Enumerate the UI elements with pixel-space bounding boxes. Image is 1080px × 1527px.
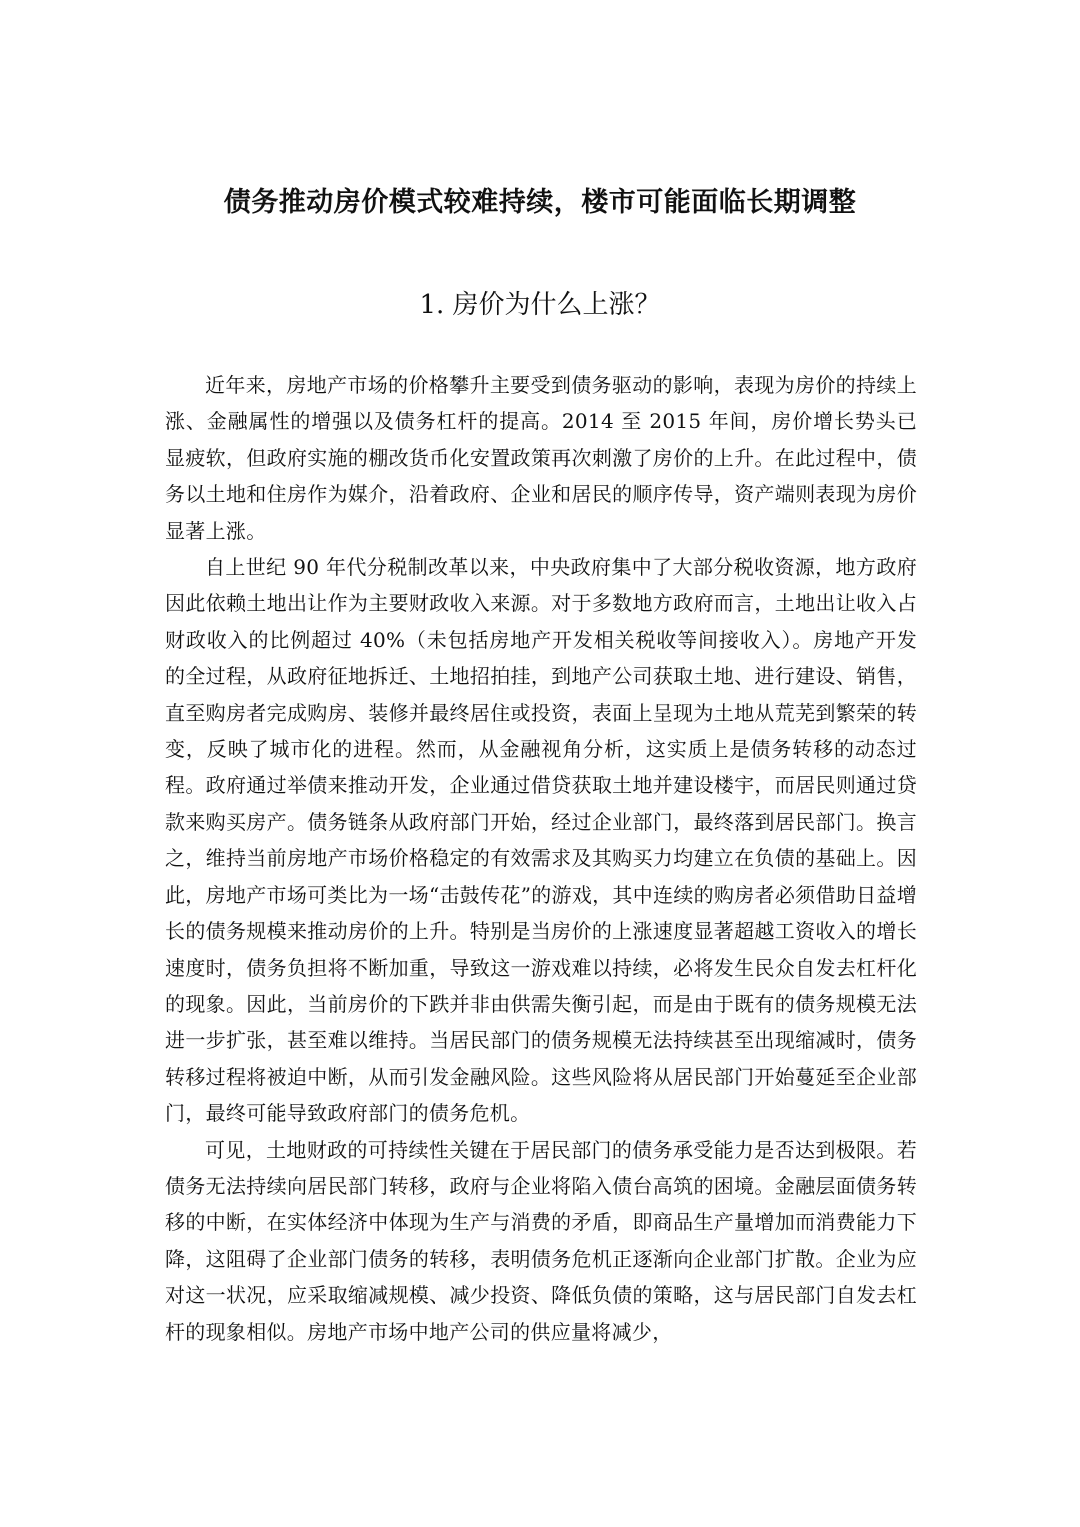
- document-body: [165, 367, 917, 1350]
- paragraph-1: 近年来，房地产市场的价格攀升主要受到债务驱动的影响，表现为房价的持续上涨、金融属性的增强以及债务杠杆的提高。2014 至 2015 年间，房价增长势头已显疲软，但政府实施的棚改货币化安置政策再次刺激了房价的上升。在此过程中，债务以土地和住房作为媒介，沿着政府、企业和居民的顺序传导，资产端则表现为房价显著上涨。: [165, 373, 917, 543]
- paragraph-3: 可见，土地财政的可持续性关键在于居民部门的债务承受能力是否达到极限。若债务无法持续向居民部门转移，政府与企业将陷入债台高筑的困境。金融层面债务转移的中断，在实体经济中体现为生产与消费的矛盾，即商品生产量增加而消费能力下降，这阻碍了企业部门债务的转移，表明债务危机正逐渐向企业部门扩散。企业为应对这一状况，应采取缩减规模、减少投资、降低负债的策略，这与居民部门自发去杠杆的现象相似。房地产市场中地产公司的供应量将减少，: [165, 1137, 917, 1344]
- document-title: 债务推动房价模式较难持续，楼市可能面临长期调整: [223, 187, 857, 218]
- paragraph-2: 自上世纪 90 年代分税制改革以来，中央政府集中了大部分税收资源，地方政府因此依赖土地出让作为主要财政收入来源。对于多数地方政府而言，土地出让收入占财政收入的比例超过 40%（未包括房地产开发相关税收等间接收入）。房地产开发的全过程，从政府征地拆迁、土地招拍挂，到地产公司获取土地、进行建设、销售，直至购房者完成购房、装修并最终居住或投资，表面上呈现为土地从荒芜到繁荣的转变，反映了城市化的进程。然而，从金融视角分析，这实质上是债务转移的动态过程。政府通过举债来推动开发，企业通过借贷获取土地并建设楼宇，而居民则通过贷款来购买房产。债务链条从政府部门开始，经过企业部门，最终落到居民部门。换言之，维持当前房地产市场价格稳定的有效需求及其购买力均建立在负债的基础上。因此，房地产市场可类比为一场“击鼓传花”的游戏，其中连续的购房者必须借助日益增长的债务规模来推动房价的上升。特别是当房价的上涨速度显著超越工资收入的增长速度时，债务负担将不断加重，导致这一游戏难以持续，必将发生民众自发去杠杆化的现象。因此，当前房价的下跌并非由供需失衡引起，而是由于既有的债务规模无法进一步扩张，甚至难以维持。当居民部门的债务规模无法持续甚至出现缩减时，债务转移过程将被迫中断，从而引发金融风险。这些风险将从居民部门开始蔓延至企业部门，最终可能导致政府部门的债务危机。: [165, 555, 917, 1126]
- section-heading: 1. 房价为什么上涨？: [419, 290, 661, 320]
